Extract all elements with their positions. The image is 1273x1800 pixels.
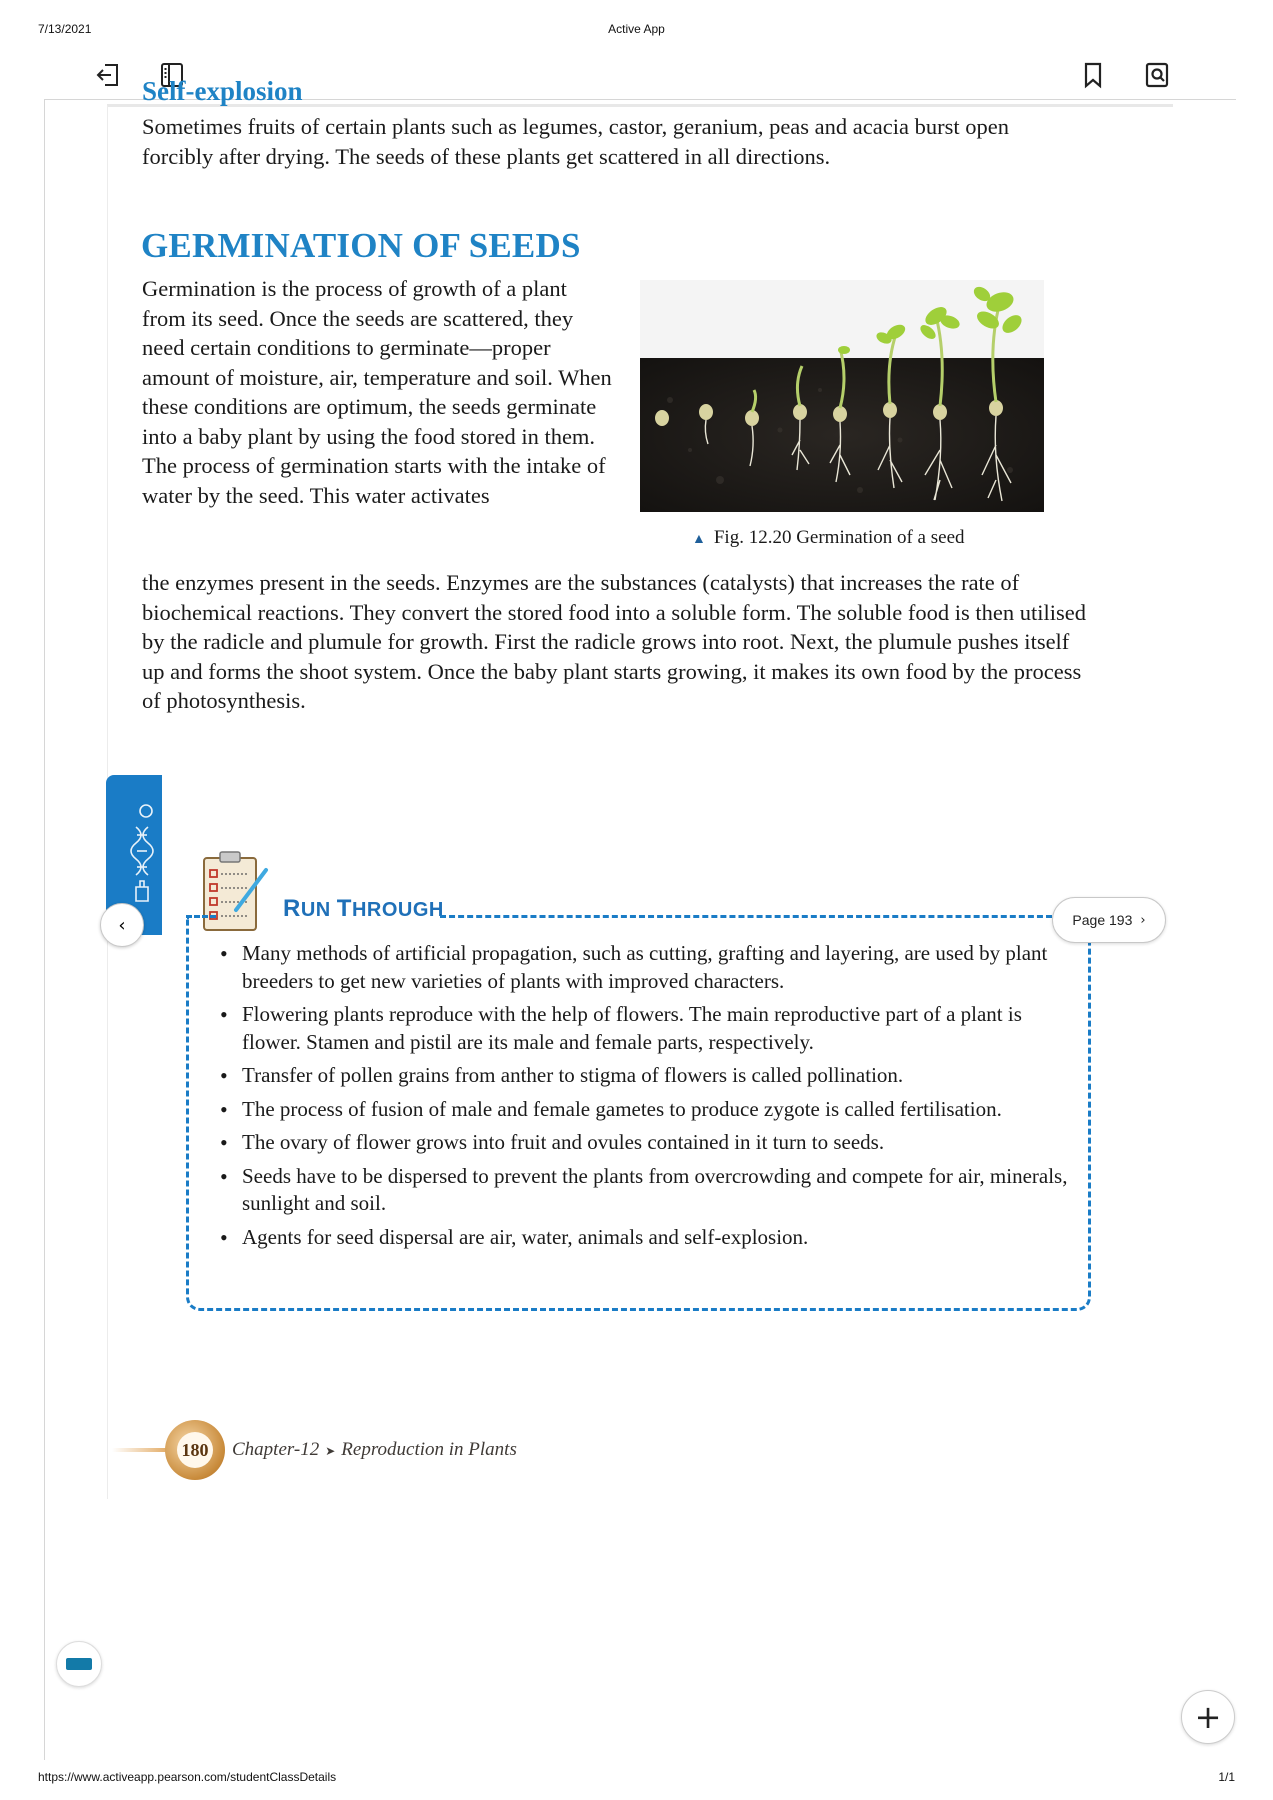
list-item: • Flowering plants reproduce with the help of flowers. The main reproductive part of a plant is flower. Stamen and pistil are its male and female parts, respectively.	[218, 1001, 1078, 1056]
print-page-count: 1/1	[1218, 1770, 1235, 1784]
search-page-button[interactable]	[1140, 58, 1174, 92]
list-item: • The process of fusion of male and female gametes to produce zygote is called fertilisation.	[218, 1096, 1078, 1124]
next-page-label: Page 193	[1072, 912, 1133, 928]
bookmark-button[interactable]	[1076, 58, 1110, 92]
add-button[interactable]	[1181, 1690, 1235, 1744]
chevron-right-icon: ›	[1140, 912, 1146, 928]
section-heading-germination: GERMINATION OF SEEDS	[141, 226, 581, 265]
print-url: https://www.activeapp.pearson.com/studentClassDetails	[38, 1770, 337, 1784]
print-date: 7/13/2021	[38, 22, 92, 36]
page-number-badge	[165, 1420, 225, 1480]
exit-icon	[95, 61, 123, 89]
run-through-list	[218, 940, 1078, 1257]
print-title: Active App	[608, 22, 665, 36]
note-icon	[66, 1658, 92, 1670]
self-explosion-text: Sometimes fruits of certain plants such as legumes, castor, geranium, peas and acacia burst open forcibly after drying. The seeds of these plants get scattered in all directions.	[142, 114, 1009, 169]
section-heading-self-explosion: Self-explosion	[142, 76, 303, 106]
print-header	[38, 22, 1235, 38]
arrow-right-icon: ➤	[325, 1444, 336, 1458]
exit-button[interactable]	[92, 58, 126, 92]
search-page-icon	[1143, 61, 1171, 89]
run-through-title: RUN THROUGH	[283, 895, 444, 922]
chapter-number: Chapter-12	[232, 1439, 320, 1460]
next-page-button[interactable]	[1052, 897, 1166, 943]
list-item: • Many methods of artificial propagation, such as cutting, grafting and layering, are used by plant breeders to get new varieties of plants with improved characters.	[218, 940, 1078, 995]
plus-icon: +	[1194, 1698, 1222, 1736]
bookmark-icon	[1079, 61, 1107, 89]
list-item: • Seeds have to be dispersed to prevent the plants from overcrowding and compete for air, minerals, sunlight and soil.	[218, 1163, 1078, 1218]
previous-page-button[interactable]	[100, 903, 144, 947]
chapter-footer	[232, 1439, 517, 1461]
germination-text-part2: the enzymes present in the seeds. Enzymes are the substances (catalysts) that increases the rate of biochemical reactions. They convert the stored food into a soluble form. The soluble food is then utilised by the radicle and plumule for growth. First the radicle grows into root. Next, the plumule pushes itself up and forms the shoot system. Once the baby plant starts growing, it makes its own food by the process of photosynthesis.	[142, 570, 1086, 713]
footer-decoration	[112, 1448, 172, 1452]
chevron-left-icon: ‹	[118, 914, 126, 936]
germination-text-part1: Germination is the process of growth of a plant from its seed. Once the seeds are scattered, they need certain conditions to germinate—proper amount of moisture, air, temperature and soil. When these conditions are optimum, the seeds germinate into a baby plant by using the food stored in them. The process of germination starts with the intake of water by the seed. This water activates	[142, 276, 612, 508]
chapter-title: Reproduction in Plants	[341, 1439, 517, 1460]
germination-figure	[640, 280, 1044, 512]
list-item: • Agents for seed dispersal are air, water, animals and self-explosion.	[218, 1224, 1078, 1252]
page-number: 180	[177, 1432, 213, 1468]
list-item: • Transfer of pollen grains from anther to stigma of flowers is called pollination.	[218, 1062, 1078, 1090]
figure-caption	[692, 527, 965, 549]
notes-button[interactable]	[56, 1641, 102, 1687]
caption-triangle-icon: ▲	[692, 532, 706, 547]
figure-caption-text: Fig. 12.20 Germination of a seed	[713, 527, 965, 548]
list-item: • The ovary of flower grows into fruit and ovules contained in it turn to seeds.	[218, 1129, 1078, 1157]
